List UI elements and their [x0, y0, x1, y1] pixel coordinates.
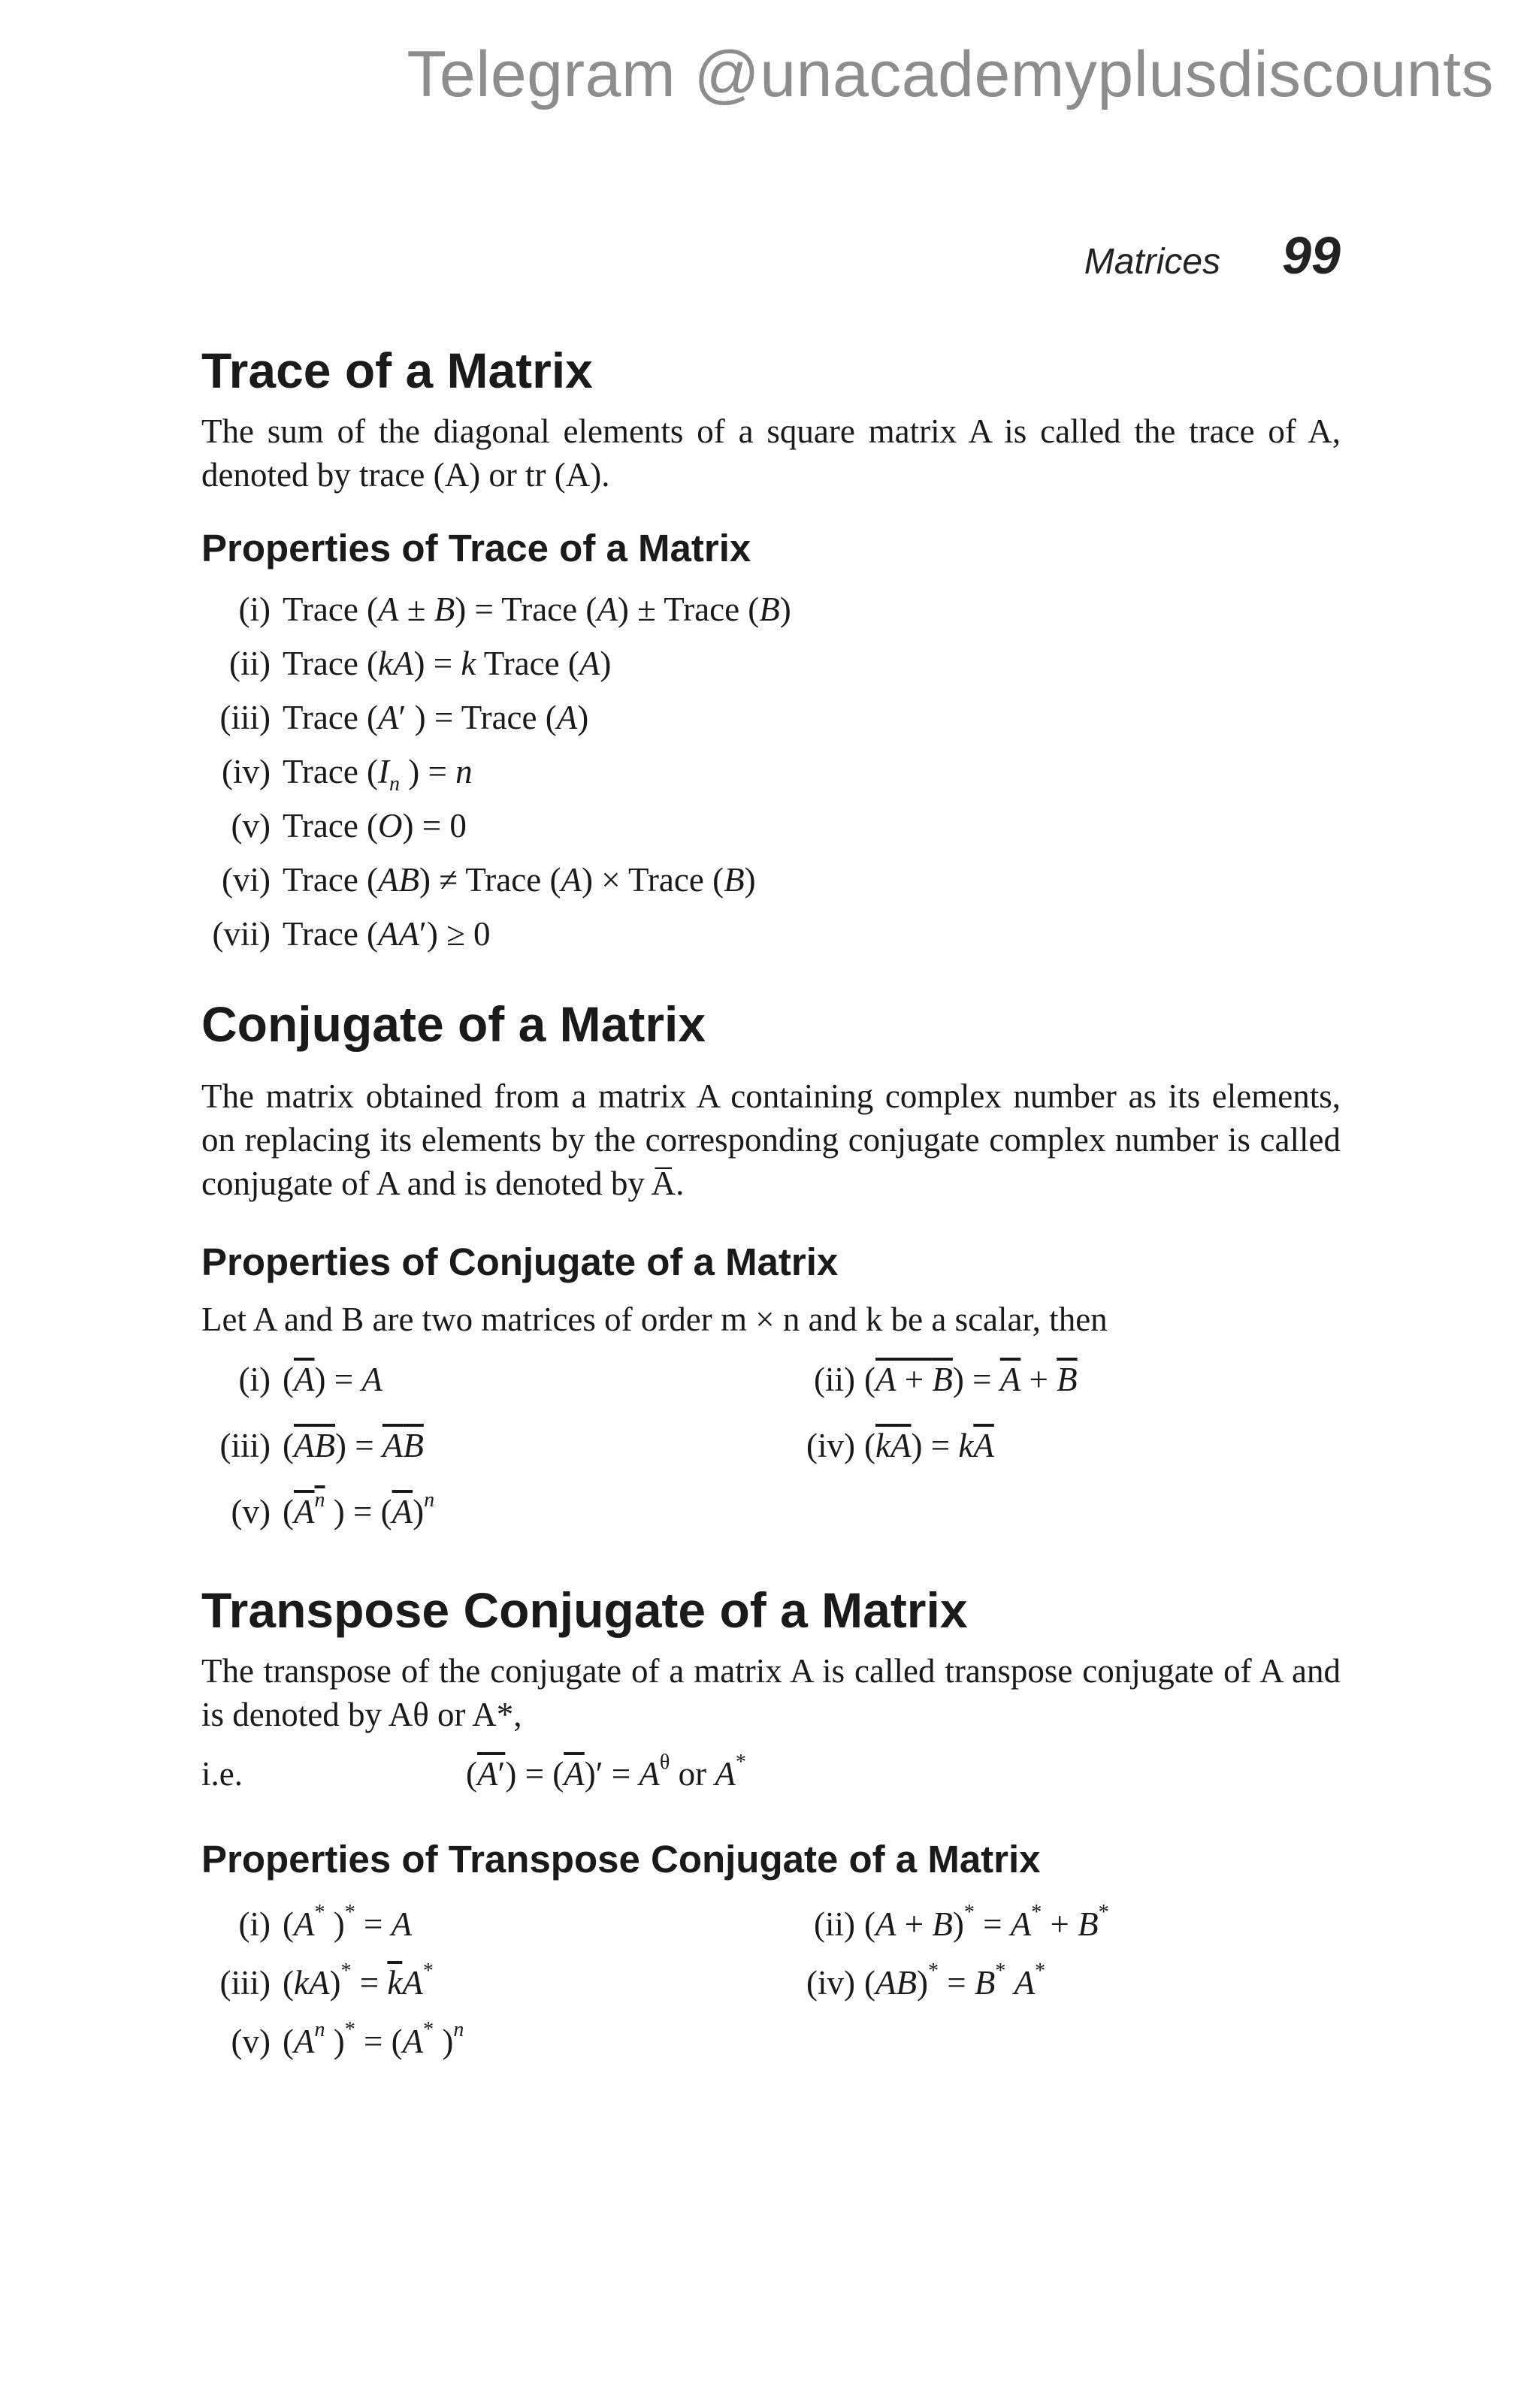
trace-property: (v) Trace (O) = 0 [231, 807, 467, 844]
page-number: 99 [1282, 226, 1341, 285]
conjugate-heading: Conjugate of a Matrix [201, 996, 706, 1052]
trace-definition: The sum of the diagonal elements of a square matrix A is called the trace of A, denoted by trace (A) or tr (A). [201, 412, 1341, 494]
conjugate-definition: The matrix obtained from a matrix A containing complex number as its elements, on replacing its elements by the corresponding conjugate complex number is called conjugate of A and is denoted by A̅. [201, 1077, 1341, 1202]
trace-heading: Trace of a Matrix [201, 343, 593, 398]
conjugate-property: (ii) $(A + B) = \overline{A} + \overline{B}$ [814, 1361, 1078, 1398]
transpose-conjugate-property: (i) (A* )* = A [238, 1901, 413, 1943]
conjugate-property: (i) (A) = A [238, 1361, 382, 1398]
trace-property: (i) Trace (A ± B) = Trace (A) ± Trace (B) [238, 591, 791, 628]
trace-property: (iv) Trace ($I_n$ ) = n [222, 753, 473, 796]
transpose-conjugate-property: (iii) $(kA)^* = \overline{k}A^*$ [219, 1959, 434, 2002]
transpose-conjugate-definition: The transpose of the conjugate of a matrix A is called transpose conjugate of A and is denoted by Aθ or A*, [201, 1652, 1341, 1733]
transpose-conjugate-property: (ii) (A + B)* = A* + B* [814, 1901, 1109, 1943]
trace-property: (vii) Trace (AA′) ≥ 0 [212, 915, 491, 953]
transpose-conjugate-properties-heading: Properties of Transpose Conjugate of a Matrix [201, 1838, 1041, 1881]
conjugate-property: (iii) $(\overline{AB}) = \overline{A}\overline{B}$ [219, 1427, 424, 1464]
running-head [1084, 225, 1341, 286]
trace-property: (iii) Trace (A′ ) = Trace (A) [219, 699, 589, 736]
ie-formula: $(A') = (\overline{A})' = A^\theta$ or A* [466, 1751, 746, 1793]
ie-label: i.e. [201, 1755, 243, 1793]
transpose-conjugate-property: (iv) (AB)* = B* A* [806, 1959, 1046, 2002]
trace-properties-heading: Properties of Trace of a Matrix [201, 527, 751, 570]
trace-property: (ii) Trace (kA) = k Trace (A) [229, 645, 612, 682]
conjugate-property: (v) ($A^n$ ) = $(\overline{A})^n$ [231, 1488, 435, 1530]
conjugate-properties-heading: Properties of Conjugate of a Matrix [201, 1240, 839, 1283]
conjugate-property: (iv) $(\overline{kA}) = k\overline{A}$ [806, 1427, 994, 1464]
running-head-title: Matrices [1084, 242, 1221, 282]
watermark: Telegram @unacademyplusdiscounts [407, 38, 1494, 110]
transpose-conjugate-property: (v) ($A^n$ )* = (A* )$^n$ [231, 2018, 464, 2060]
transpose-conjugate-heading: Transpose Conjugate of a Matrix [201, 1582, 968, 1638]
conjugate-intro: Let A and B are two matrices of order m × n and k be a scalar, then [201, 1301, 1108, 1338]
trace-property: (vi) Trace (AB) ≠ Trace (A) × Trace (B) [222, 861, 756, 899]
